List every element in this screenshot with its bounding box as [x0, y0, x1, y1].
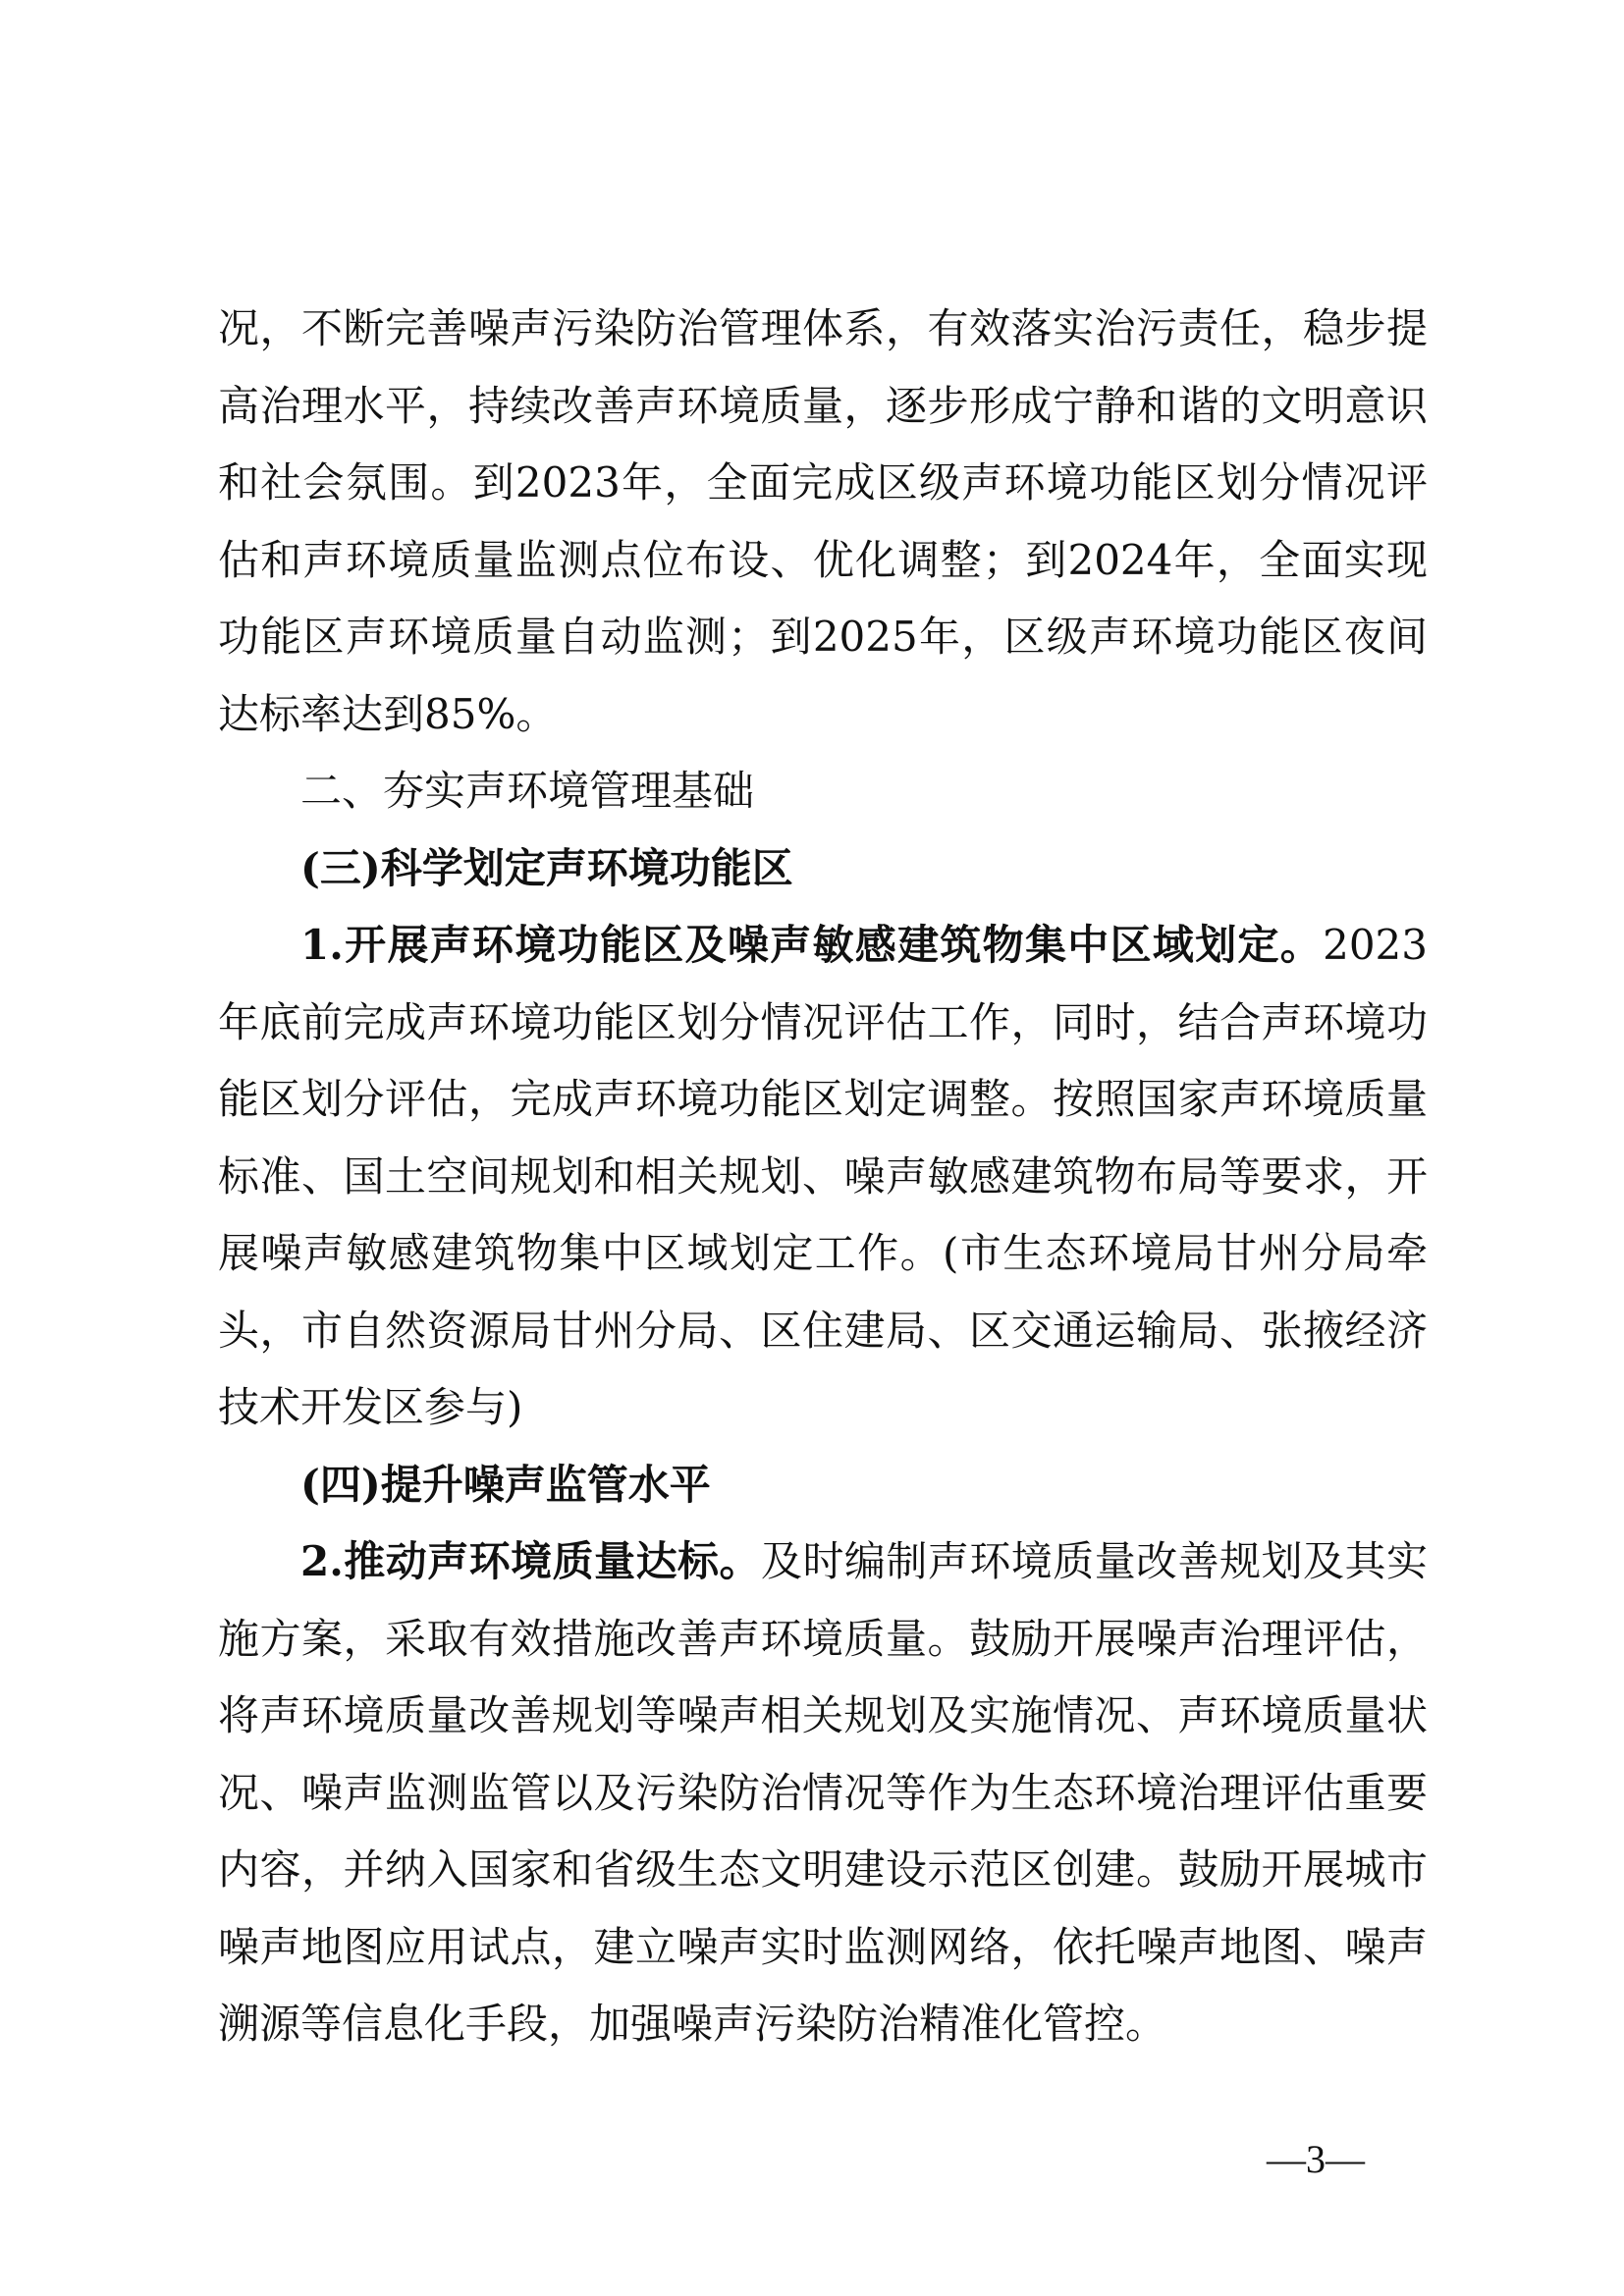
page-number: —3— — [1267, 2137, 1365, 2181]
paragraph-item-2 — [218, 1523, 1428, 2063]
section-heading-2: 二、夯实声环境管理基础 — [300, 767, 755, 815]
paragraph-continuation: 况，不断完善噪声污染防治管理体系，有效落实治污责任，稳步提高治理水平，持续改善声环境质量，逐步形成宁静和谐的文明意识和社会氛围。到2023年，全面完成区级声环境功能区划分情况评估和声环境质量监测点位布设、优化调整；到2024年，全面实现功能区声环境质量自动监测；到2025年，区级声环境功能区夜间达标率达到85%。 — [218, 304, 1428, 738]
document-body — [218, 291, 1428, 2063]
item-1-text: 2023年底前完成声环境功能区划分情况评估工作，同时，结合声环境功能区划分评估，完成声环境功能区划定调整。按照国家声环境质量标准、国土空间规划和相关规划、噪声敏感建筑物布局等要求，开展噪声敏感建筑物集中区域划定工作。(市生态环境局甘州分局牵头，市自然资源局甘州分局、区住建局、区交通运输局、张掖经济技术开发区参与) — [218, 921, 1428, 1431]
item-1-lead: 1.开展声环境功能区及噪声敏感建筑物集中区域划定。 — [300, 921, 1324, 969]
subsection-heading-4: (四)提升噪声监管水平 — [300, 1460, 711, 1509]
subsection-heading-3: (三)科学划定声环境功能区 — [300, 843, 793, 892]
paragraph-item-1 — [218, 907, 1428, 1447]
item-2-lead: 2.推动声环境质量达标。 — [300, 1537, 761, 1585]
item-2-text: 及时编制声环境质量改善规划及其实施方案，采取有效措施改善声环境质量。鼓励开展噪声治理评估，将声环境质量改善规划等噪声相关规划及实施情况、声环境质量状况、噪声监测监管以及污染防治情况等作为生态环境治理评估重要内容，并纳入国家和省级生态文明建设示范区创建。鼓励开展城市噪声地图应用试点，建立噪声实时监测网络，依托噪声地图、噪声溯源等信息化手段，加强噪声污染防治精准化管控。 — [218, 1537, 1428, 2048]
